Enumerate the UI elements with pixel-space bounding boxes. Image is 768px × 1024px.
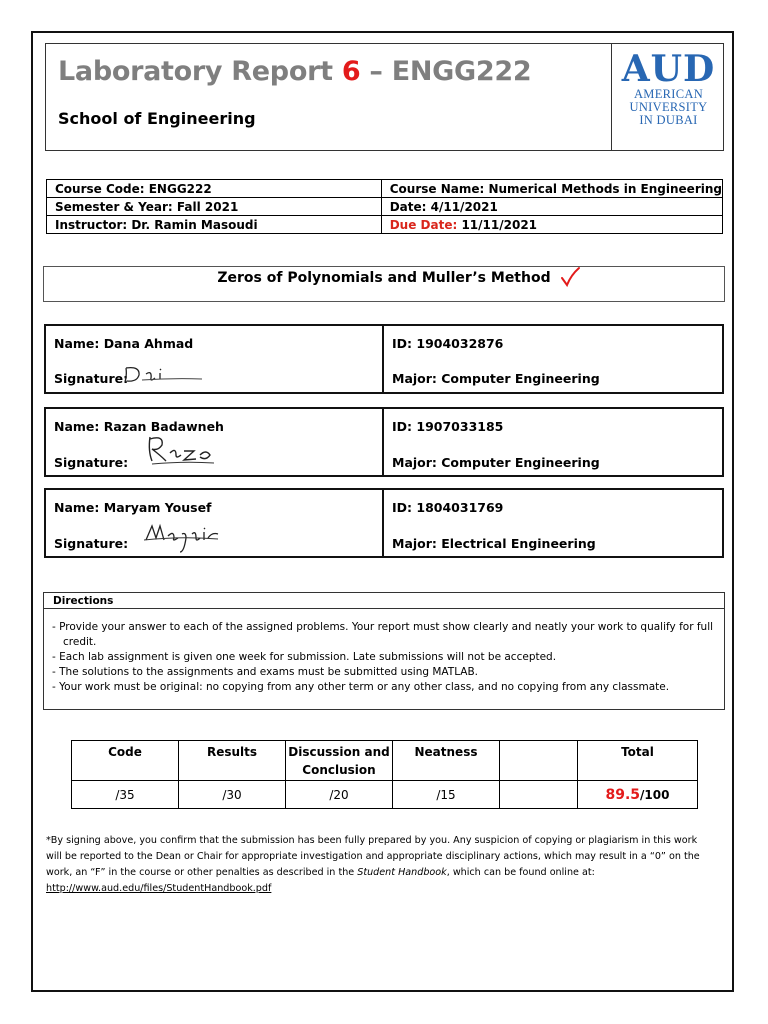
- signature-label: Signature:: [54, 455, 129, 470]
- course-info-row: [47, 198, 723, 216]
- topic-title: Zeros of Polynomials and Muller’s Method: [217, 270, 551, 286]
- directions-divider: [44, 608, 724, 609]
- grading-header: Discussion and Conclusion: [286, 741, 393, 781]
- logo-line-2: UNIVERSITY: [629, 100, 708, 114]
- report-title: [58, 56, 531, 87]
- grading-value: /20: [286, 781, 393, 809]
- grading-header: Neatness: [393, 741, 500, 781]
- grading-value: /30: [179, 781, 286, 809]
- member-divider: [382, 490, 384, 556]
- title-suffix: – ENGG222: [360, 56, 532, 87]
- course-info-row: [47, 180, 723, 198]
- direction-item: - Each lab assignment is given one week for submission. Late submissions will not be accepted.: [52, 651, 557, 663]
- member-id: ID: 1904032876: [392, 336, 504, 351]
- signature-label: Signature:: [54, 536, 129, 551]
- handbook-link[interactable]: http://www.aud.edu/files/StudentHandbook.pdf: [46, 883, 272, 894]
- direction-item: - Your work must be original: no copying from any other term or any other class, and no copying from any classmate.: [52, 681, 670, 693]
- member-divider: [382, 409, 384, 475]
- directions-box: [43, 592, 725, 710]
- logo-line-1: AMERICAN: [633, 87, 704, 101]
- logo-mark: AUD: [621, 48, 716, 90]
- title-prefix: Laboratory Report: [58, 56, 342, 87]
- handbook-title: Student Handbook: [357, 867, 447, 878]
- member-major: Major: Computer Engineering: [392, 455, 600, 470]
- signature-label: Signature:: [54, 371, 129, 386]
- member-id: ID: 1907033185: [392, 419, 504, 434]
- note-text-2: , which can be found online at:: [446, 867, 595, 878]
- member-name: Name: Dana Ahmad: [54, 336, 194, 351]
- member-major: Major: Electrical Engineering: [392, 536, 596, 551]
- instructor: Instructor: Dr. Ramin Masoudi: [47, 216, 382, 234]
- due-date: [381, 216, 722, 234]
- grading-header: Code: [72, 741, 179, 781]
- report-date: Date: 4/11/2021: [381, 198, 722, 216]
- logo-line-3: IN DUBAI: [639, 113, 698, 127]
- school-name: School of Engineering: [58, 109, 256, 128]
- course-code: Course Code: ENGG222: [47, 180, 382, 198]
- total-outof: /100: [640, 787, 670, 802]
- course-info-row: [47, 216, 723, 234]
- report-number: 6: [341, 56, 361, 87]
- member-card: [44, 324, 724, 394]
- topic-box: [43, 266, 725, 302]
- logo-divider: [611, 44, 612, 150]
- member-divider: [382, 326, 384, 392]
- grading-header: [500, 741, 578, 781]
- course-info-table: [46, 179, 723, 234]
- due-date-value: 11/11/2021: [457, 217, 538, 232]
- grading-value-row: [72, 781, 698, 809]
- checkmark-icon: [559, 266, 581, 288]
- due-date-label: Due Date:: [389, 217, 458, 232]
- grading-table: [71, 740, 698, 809]
- member-id: ID: 1804031769: [392, 500, 504, 515]
- signature-image: [142, 518, 222, 556]
- aud-logo: [616, 50, 721, 127]
- directions-title: Directions: [53, 595, 114, 607]
- note-text-1: *By signing above, you confirm that the submission has been fully prepared by you. Any suspicion of copying or plagiarism in this work will be reported to the Dean or Chair for appropriate investigation and appropriate disciplinary actions, which may result in a “0” on the work, an “F” in the course or other penalties as described in the: [46, 835, 700, 878]
- grading-value: [500, 781, 578, 809]
- grading-header: Total: [578, 741, 698, 781]
- grading-value: /35: [72, 781, 179, 809]
- grading-header: Results: [179, 741, 286, 781]
- grading-total: [578, 781, 698, 809]
- grading-header-row: [72, 741, 698, 781]
- grading-value: /15: [393, 781, 500, 809]
- member-card: [44, 488, 724, 558]
- plagiarism-note: [46, 833, 714, 897]
- semester-year: Semester & Year: Fall 2021: [47, 198, 382, 216]
- directions-list: [52, 620, 717, 695]
- member-name: Name: Maryam Yousef: [54, 500, 212, 515]
- member-major: Major: Computer Engineering: [392, 371, 600, 386]
- signature-image: [122, 362, 204, 386]
- member-card: [44, 407, 724, 477]
- member-name: Name: Razan Badawneh: [54, 419, 224, 434]
- direction-item: - Provide your answer to each of the assigned problems. Your report must show clearly and neatly your work to qualify for full credit.: [52, 621, 714, 648]
- total-score: 89.5: [605, 786, 641, 803]
- course-name: Course Name: Numerical Methods in Engineering: [381, 180, 722, 198]
- signature-image: [144, 431, 220, 471]
- direction-item: - The solutions to the assignments and exams must be submitted using MATLAB.: [52, 666, 479, 678]
- report-header: [45, 43, 724, 151]
